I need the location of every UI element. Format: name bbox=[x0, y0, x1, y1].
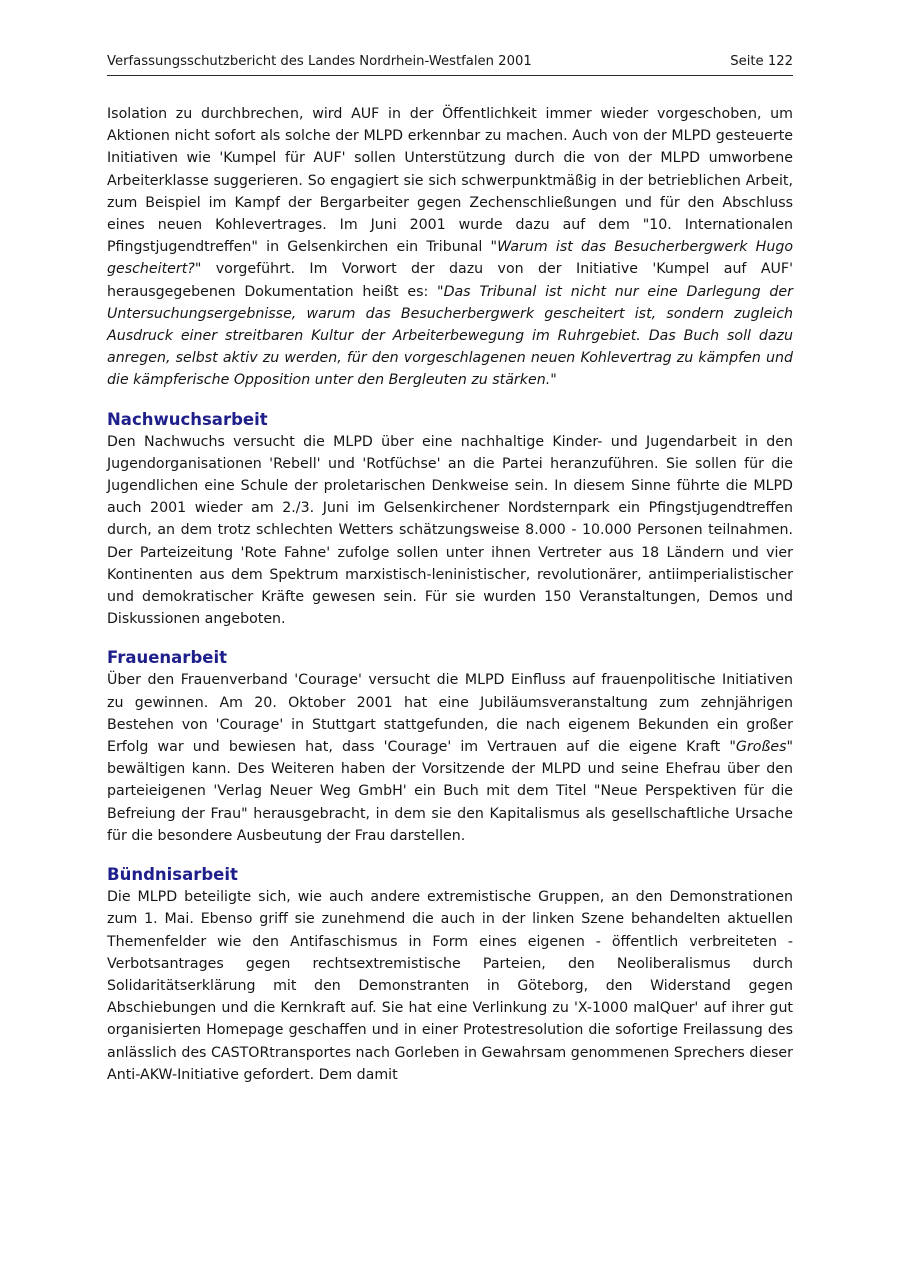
intro-text-3: " bbox=[550, 372, 557, 389]
page-header bbox=[107, 53, 793, 76]
nachwuchsarbeit-paragraph: Den Nachwuchs versucht die MLPD über eine nachhaltige Kinder- und Jugendarbeit in den Jugendorganisationen 'Rebell' und 'Rotfüchse' an die Partei heranzuführen. Sie sollen für die Jugendlichen eine Schule der proletarischen Denkweise sein. In diesem Sinne führte die MLPD auch 2001 wieder am 2./3. Juni im Gelsenkirchener Nordsternpark ein Pfingstjugendtreffen durch, an dem trotz schlechten Wetters schätzungsweise 8.000 - 10.000 Personen teilnahmen. Der Parteizeitung 'Rote Fahne' zufolge sollen unter ihnen Vertreter aus 18 Ländern und vier Kontinenten aus dem Spektrum marxistisch-leninistischer, revolutionärer, antiimperialistischer und demokratischer Kräfte gewesen sein. Für sie wurden 150 Veranstaltungen, Demos und Diskussionen angeboten. bbox=[107, 433, 793, 628]
intro-paragraph bbox=[107, 103, 793, 392]
header-title: Verfassungsschutzbericht des Landes Nordrhein-Westfalen 2001 bbox=[107, 54, 532, 69]
heading-buendnisarbeit: Bündnisarbeit bbox=[107, 865, 238, 885]
heading-frauenarbeit: Frauenarbeit bbox=[107, 648, 227, 668]
page-number: Seite 122 bbox=[730, 54, 793, 69]
frauenarbeit-text-2: " bewältigen kann. Des Weiteren haben der Vorsitzende der MLPD und seine Ehefrau über den parteieigenen 'Verlag Neuer Weg GmbH' ein Buch mit dem Titel "Neue Perspektiven für die Befreiung der Frau" herausgebracht, in dem sie den Kapitalismus als gesellschaftliche Ursache für die besondere Ausbeutung der Frau darstellen. bbox=[107, 739, 793, 844]
buendnisarbeit-paragraph: Die MLPD beteiligte sich, wie auch andere extremistische Gruppen, an den Demonstrationen zum 1. Mai. Ebenso griff sie zunehmend die auch in der linken Szene behandelten aktuellen Themenfelder wie den Antifaschismus in Form eines eigenen - öffentlich verbreiteten - Verbotsantrages gegen rechtsextremistische Parteien, den Neoliberalismus durch Solidaritätserklärung mit den Demonstranten in Göteborg, den Widerstand gegen Abschiebungen und die Kernkraft auf. Sie hat eine Verlinkung zu 'X-1000 malQuer' auf ihrer gut organisierten Homepage geschaffen und in einer Protestresolution die sofortige Freilassung des anlässlich des CASTORtransportes nach Gorleben in Gewahrsam genommenen Sprechers dieser Anti-AKW-Initiative gefordert. Dem damit bbox=[107, 889, 793, 1083]
intro-italic-title: Warum ist das Besucherbergwerk Hugo gescheitert? bbox=[107, 239, 794, 278]
frauenarbeit-paragraph bbox=[107, 669, 793, 847]
frauenarbeit-text-1: Über den Frauenverband 'Courage' versucht die MLPD Einfluss auf frauenpolitische Initiativen zu gewinnen. Am 20. Oktober 2001 hat eine Jubiläumsveranstaltung zum zehnjährigen Bestehen von 'Courage' in Stuttgart stattgefunden, die nach eigenem Bekunden ein großer Erfolg war und bewiesen hat, dass 'Courage' im Vertrauen auf die eigene Kraft " bbox=[107, 672, 793, 756]
intro-text-1: Isolation zu durchbrechen, wird AUF in der Öffentlichkeit immer wieder vorgeschoben, um Aktionen nicht sofort als solche der MLPD erkennbar zu machen. Auch von der MLPD gesteuerte Initiativen wie 'Kumpel für AUF' sollen Unterstützung durch die von der MLPD umworbene Arbeiterklasse suggerieren. So engagiert sie sich schwerpunktmäßig in der betrieblichen Arbeit, zum Beispiel im Kampf der Bergarbeiter gegen Zechenschließungen und für den Abschluss eines neuen Kohlevertrages. Im Juni 2001 wurde dazu auf dem "10. Internationalen Pfingstjugendtreffen" in Gelsenkirchen ein Tribunal " bbox=[107, 106, 793, 256]
intro-italic-quote: Das Tribunal ist nicht nur eine Darlegung der Untersuchungsergebnisse, warum das Besucherbergwerk gescheitert ist, sondern zugleich Ausdruck einer streitbaren Kultur der Arbeiterbewegung im Ruhrgebiet. Das Buch soll dazu anregen, selbst aktiv zu werden, für den vorgeschlagenen neuen Kohlevertrag zu kämpfen und die kämpferische Opposition unter den Bergleuten zu stärken. bbox=[107, 283, 793, 389]
frauenarbeit-italic: Großes bbox=[735, 739, 787, 756]
heading-nachwuchsarbeit: Nachwuchsarbeit bbox=[107, 409, 268, 429]
intro-text-2: " vorgeführt. Im Vorwort der dazu von der Initiative 'Kumpel auf AUF' herausgegebenen Dokumentation heißt es: " bbox=[107, 261, 793, 300]
page-body bbox=[107, 103, 793, 1086]
